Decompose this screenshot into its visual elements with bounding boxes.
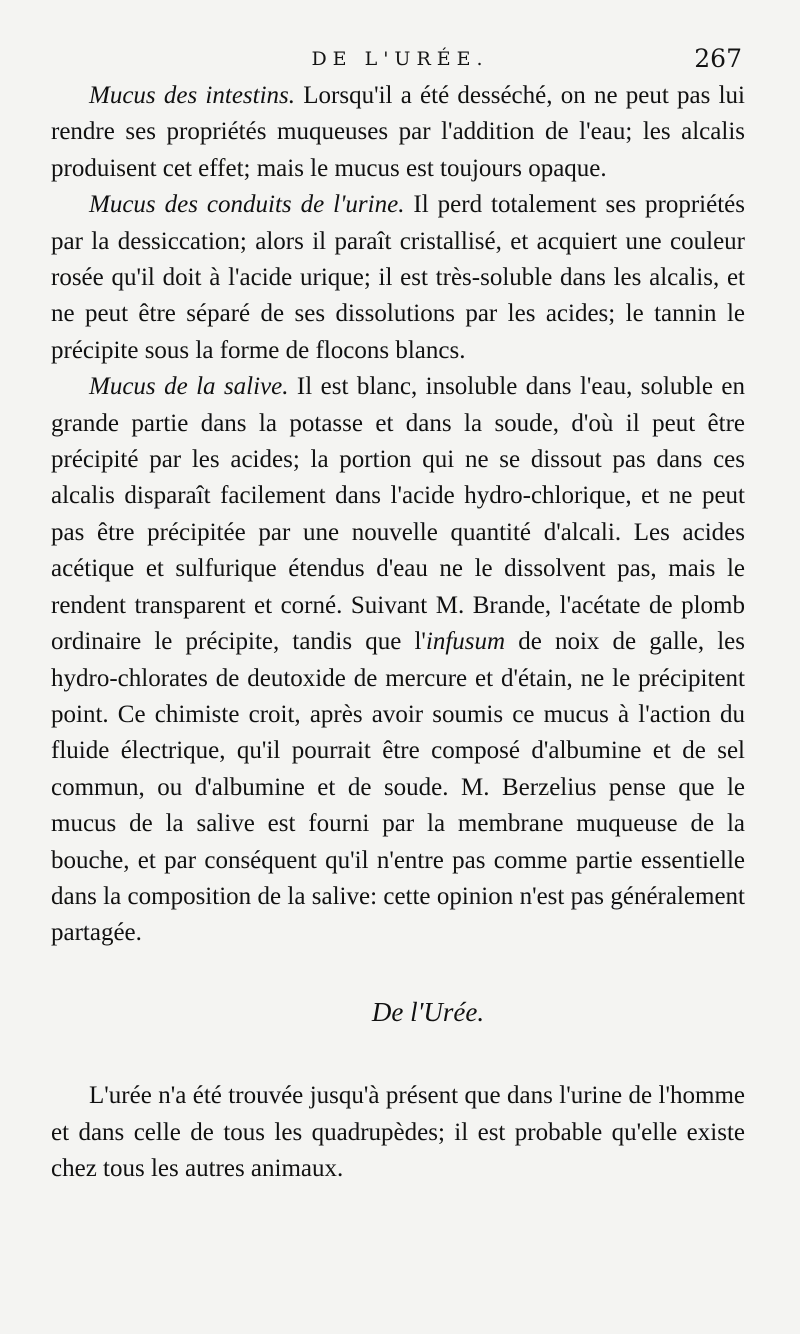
paragraph-mucus-salive — [51, 369, 745, 952]
paragraph-text: Lorsqu'il a été desséché, on ne peut pas lui rendre ses propriétés muqueuses par l'addition de l'eau; les alcalis produisent cet effet; mais le mucus est toujours opaque. — [51, 82, 745, 182]
paragraph-mucus-urine — [51, 187, 745, 369]
section-heading: De l'Urée. — [371, 996, 485, 1027]
paragraph-text: Il perd totalement ses propriétés par la dessiccation; alors il paraît cristallisé, et acquiert une couleur rosée qu'il doit à l'acide urique; il est très-soluble dans les alcalis, et ne peut être séparé de ses dissolutions par les acides; le tannin le précipite sous la forme de flocons blancs. — [51, 191, 745, 364]
paragraph-text: de noix de galle, les hydro-chlorates de deutoxide de mercure et d'étain, ne le précipitent point. Ce chimiste croit, après avoir soumis ce mucus à l'action du fluide électrique, qu'il pourrait être composé d'albumine et de sel commun, ou d'albumine et de soude. M. Berzelius pense que le mucus de la salive est fourni par la membrane muqueuse de la bouche, et par conséquent qu'il n'entre pas comme partie essentielle dans la composition de la salive: cette opinion n'est pas généralement partagée. — [51, 628, 745, 947]
body-text — [51, 78, 745, 1187]
paragraph-emphasis: infusum — [425, 628, 506, 656]
paragraph-lead: Mucus de la salive. — [89, 373, 289, 401]
paragraph-mucus-intestins — [51, 78, 745, 187]
page-number: 267 — [694, 44, 742, 73]
paragraph-lead: Mucus des conduits de l'urine. — [89, 191, 405, 219]
running-head — [50, 44, 750, 80]
paragraph-lead: Mucus des intestins. — [89, 82, 296, 109]
paragraph-text: Il est blanc, insoluble dans l'eau, soluble en grande partie dans la potasse et dans la soude, d'où il peut être précipité par les acides; la portion qui ne se dissout pas dans ces alcalis disparaît facilement dans l'acide hydro-chlorique, et ne peut pas être précipitée par une nouvelle quantité d'alcali. Les acides acétique et sulfurique étendus d'eau ne le dissolvent pas, mais le rendent transparent et corné. Suivant M. Brande, l'acétate de plomb ordinaire le précipite, tandis que l' — [51, 373, 745, 656]
running-title: DE L'URÉE. — [311, 48, 489, 70]
paragraph-uree: L'urée n'a été trouvée jusqu'à présent que dans l'urine de l'homme et dans celle de tous les quadrupèdes; il est probable qu'elle existe chez tous les autres animaux. — [51, 1082, 745, 1182]
